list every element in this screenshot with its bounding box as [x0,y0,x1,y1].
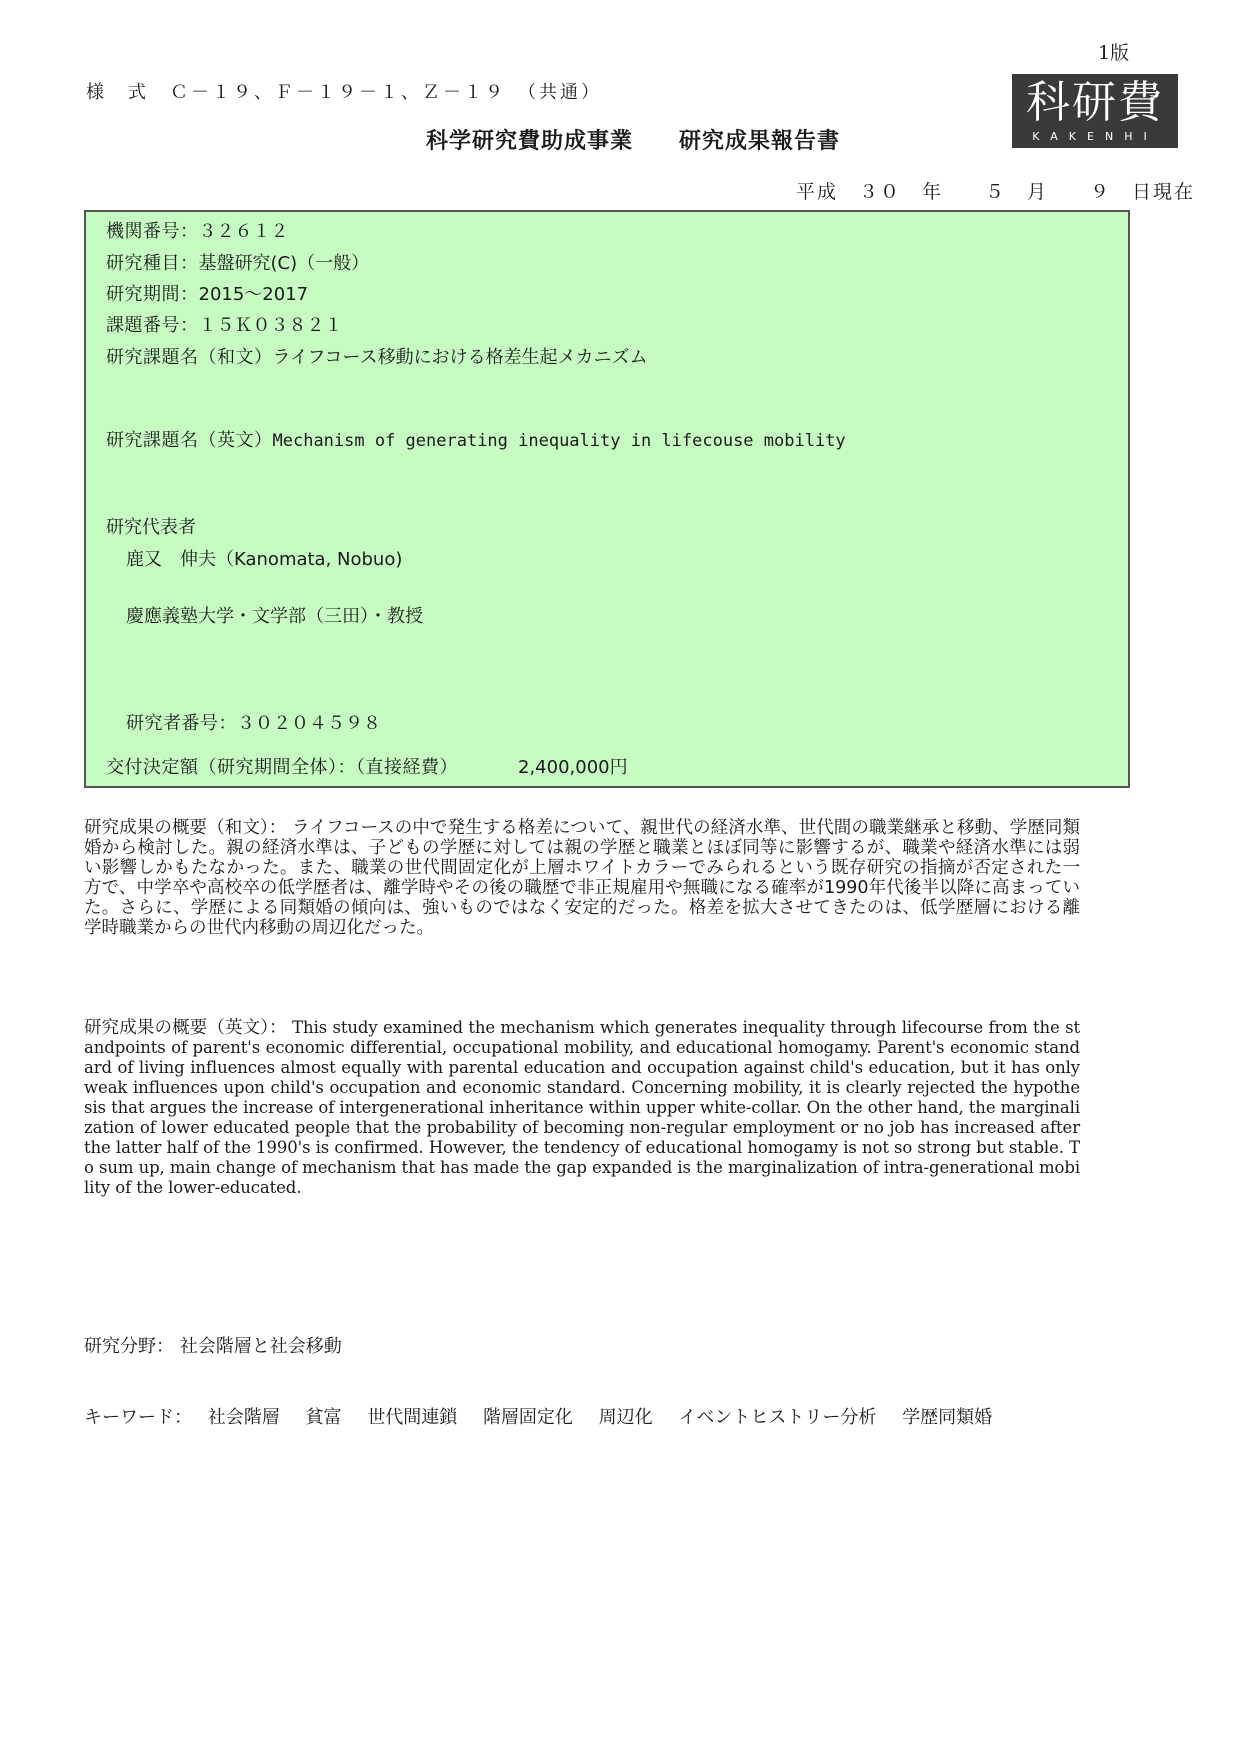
principal-investigator-label: 研究代表者 [106,517,196,538]
title-japanese-value: ライフコース移動における格差生起メカニズム [272,347,648,368]
summary-japanese [84,818,1080,938]
logo-sub-text: KAKENHI [1032,130,1158,143]
project-info-box [84,210,1130,788]
summary-japanese-text: ライフコースの中で発生する格差について、親世代の経済水準、世代間の職業継承と移動、学歴同類婚から検討した。親の経済水準は、子どもの学歴に対しては親の学歴と職業とほぼ同等に影響するが、職業や経済水準には弱い影響しかもたなかった。また、職業の世代間固定化が上層ホワイトカラーでみられるという既存研究の指摘が否定された一方で、中学卒や高校卒の低学歴者は、離学時やその後の職歴で非正規雇用や無職になる確率が1990年代後半以降に高まっていた。さらに、学歴による同類婚の傾向は、強いものではなく安定的だった。格差を拡大させてきたのは、低学歴層における離学時職業からの世代内移動の周辺化だった。 [84,818,1080,938]
version-label: 1版 [1098,42,1130,64]
keyword-item: 階層固定化 [482,1407,573,1428]
summary-english-text: This study examined the mechanism which generates inequality through lifecourse from the standpoints of parent's economic differential, occupational mobility, and educational homogamy. Parent's economic standard of living influences almost equally with parental education and occupation against child's education, but it has only weak influences upon child's occupation and economic standard. Concerning mobility, it is clearly rejected the hypothesis that argues the increase of intergenerational inheritance within upper white-collar. On the other hand, the marginalization of lower educated people that the probability of becoming non-regular employment or no job has increased after the latter half of the 1990's is confirmed. However, the tendency of educational homogamy is not so strong but stable. To sum up, main change of mechanism that has made the gap expanded is the marginalization of intra-generational mobility of the lower-educated. [84,1018,1080,1197]
keyword-item: 貧富 [305,1407,342,1428]
keyword-item: イベントヒストリー分析 [678,1407,877,1428]
summary-japanese-label: 研究成果の概要（和文）： [84,818,287,838]
project-number-row [106,311,343,337]
researcher-number-value: ３０２０４５９８ [237,713,381,734]
research-field-row [84,1332,342,1358]
research-period-value: 2015～2017 [198,284,309,305]
grant-amount-row [106,753,628,779]
grant-amount-value: 2,400,000円 [518,757,628,778]
grant-amount-label: 交付決定額（研究期間全体）：（直接経費） [106,757,458,778]
research-category-value: 基盤研究(C)（一般） [198,253,370,274]
institution-number-value: ３２６１２ [198,221,289,242]
keyword-item: 学歴同類婚 [902,1407,993,1428]
researcher-number-row [126,709,381,735]
research-category-row [106,249,369,275]
research-field-label: 研究分野： [84,1336,174,1357]
researcher-number-label: 研究者番号： [126,713,237,734]
keyword-item: 社会階層 [207,1407,280,1428]
title-japanese-label: 研究課題名（和文） [106,347,273,368]
logo-main-text: 科研費 [1026,77,1164,128]
title-english-row [106,426,846,452]
principal-investigator-name: 鹿又 伸夫（Kanomata, Nobuo) [126,549,403,570]
project-number-value: １５Ｋ０３８２１ [198,315,343,336]
title-program: 科学研究費助成事業 [426,129,634,154]
institution-number-label: 機関番号： [106,221,199,242]
form-code: 様 式 Ｃ－１９、Ｆ－１９－１、Ｚ－１９ （共通） [86,82,602,103]
principal-investigator-affiliation: 慶應義塾大学・文学部（三田）・教授 [126,606,423,627]
title-english-value: Mechanism of generating inequality in lifecouse mobility [272,431,846,451]
document-title [426,124,840,155]
summary-english-label: 研究成果の概要（英文）： [84,1018,287,1038]
title-report: 研究成果報告書 [679,129,841,154]
institution-number-row [106,217,289,243]
keyword-item: 周辺化 [598,1407,653,1428]
keyword-item: 世代間連鎖 [367,1407,458,1428]
report-date: 平成 ３０ 年 ５ 月 ９ 日現在 [796,181,1196,203]
research-field-value: 社会階層と社会移動 [179,1336,342,1357]
project-number-label: 課題番号： [106,315,199,336]
keywords-label: キーワード： [84,1407,192,1428]
kakenhi-logo [1012,74,1178,148]
title-japanese-row [106,343,648,369]
research-category-label: 研究種目： [106,253,199,274]
keywords-row [84,1403,1012,1429]
summary-english [84,1018,1080,1198]
title-english-label: 研究課題名（英文） [106,430,273,451]
research-period-row [106,280,308,306]
research-period-label: 研究期間： [106,284,199,305]
